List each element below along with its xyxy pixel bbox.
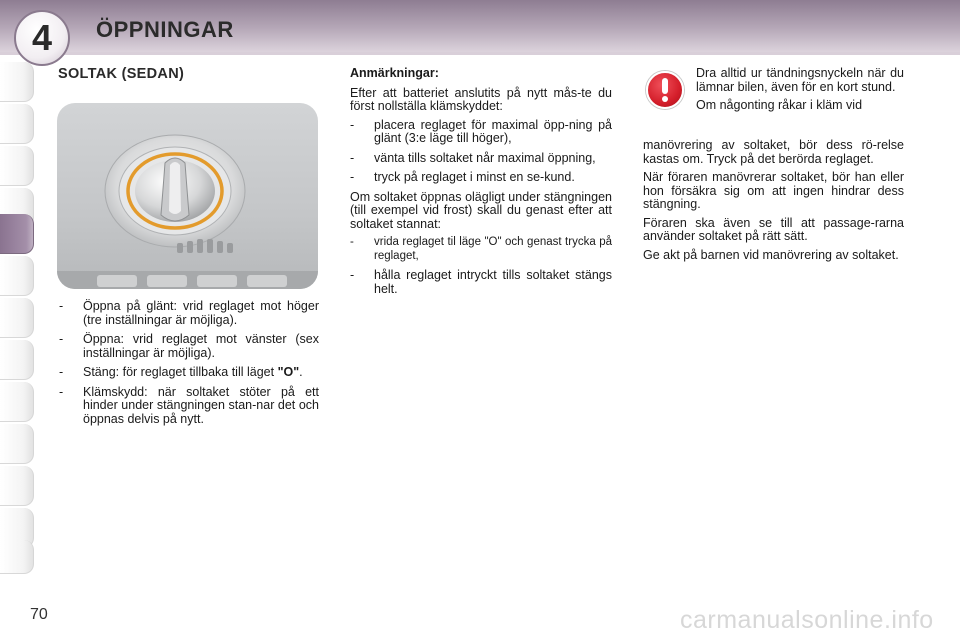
side-tab-10[interactable] [0, 466, 34, 506]
notes-heading: Anmärkningar: [350, 66, 439, 80]
side-tab-2[interactable] [0, 104, 34, 144]
watermark: carmanualsonline.info [680, 606, 934, 634]
warning-paragraph-5: Ge akt på barnen vid manövrering av soltaket. [643, 247, 899, 262]
header-divider [0, 52, 960, 55]
list-item: - vänta tills soltaket når maximal öppning, [350, 150, 596, 165]
side-tab-1[interactable] [0, 62, 34, 102]
list-item: - vrida reglaget til läge "O" och genast trycka på reglaget, [350, 236, 612, 262]
list-item: - placera reglaget för maximal öpp-ning på glänt (3:e läge till höger), [350, 117, 612, 145]
warning-paragraph-2-start: Om någonting råkar i kläm vid [696, 98, 863, 112]
warning-text-body [643, 139, 904, 267]
list-item: - hålla reglaget intryckt tills soltaket stängs helt. [350, 268, 612, 296]
list-item: - Öppna på glänt: vrid reglaget mot höger (tre inställningar är möjliga). [59, 299, 319, 327]
middle-column [350, 67, 612, 302]
page-number: 70 [30, 606, 48, 623]
side-tab-12[interactable] [0, 540, 34, 574]
list-item: - Klämskydd: när soltaket stöter på ett hinder under stängningen stan-nar det och öppnas delvis på nytt. [59, 384, 319, 426]
warning-paragraph-2-rest: manövrering av soltaket, bör dess rö-relse kastas om. Tryck på det berörda reglaget. [643, 138, 904, 166]
chapter-title: ÖPPNINGAR [96, 17, 234, 42]
section-title: SOLTAK (SEDAN) [58, 66, 185, 82]
chapter-number-badge [14, 10, 70, 66]
list-item: - Stäng: för reglaget tillbaka till läget "O". [59, 365, 303, 379]
list-item: - tryck på reglaget i minst en se-kund. [350, 170, 575, 184]
warning-exclamation-icon [646, 71, 684, 109]
notes-intro: Efter att batteriet anslutits på nytt mås-te du först nollställa klämskyddet: [350, 85, 612, 113]
warning-paragraph-1: Dra alltid ur tändningsnyckeln när du lämnar bilen, även för en kort stund. [696, 66, 904, 94]
chapter-number: 4 [31, 17, 53, 58]
sunroof-control-knob-illustration [57, 103, 318, 289]
left-column [59, 300, 319, 432]
list-item: - Öppna: vrid reglaget mot vänster (sex inställningar är möjliga). [59, 332, 319, 360]
side-tab-8[interactable] [0, 382, 34, 422]
side-tab-5[interactable] [0, 256, 34, 296]
sunroof-control-photo [57, 103, 318, 289]
warning-text-top [696, 67, 904, 113]
side-tab-active[interactable] [0, 214, 34, 254]
notes-paragraph: Om soltaket öppnas olägligt under stängningen (till exempel vid frost) skall du genast efter att soltaket stannat: [350, 189, 612, 231]
warning-paragraph-3: När föraren manövrerar soltaket, bör han eller hon försäkra sig om att ingen hindrar dess stängning. [643, 170, 904, 211]
exclamation-mark [658, 77, 672, 103]
side-tab-3[interactable] [0, 146, 34, 186]
warning-paragraph-4: Föraren ska även se till att passage-rarna använder soltaket på rätt sätt. [643, 215, 904, 243]
side-tab-9[interactable] [0, 424, 34, 464]
side-tab-6[interactable] [0, 298, 34, 338]
side-tab-7[interactable] [0, 340, 34, 380]
